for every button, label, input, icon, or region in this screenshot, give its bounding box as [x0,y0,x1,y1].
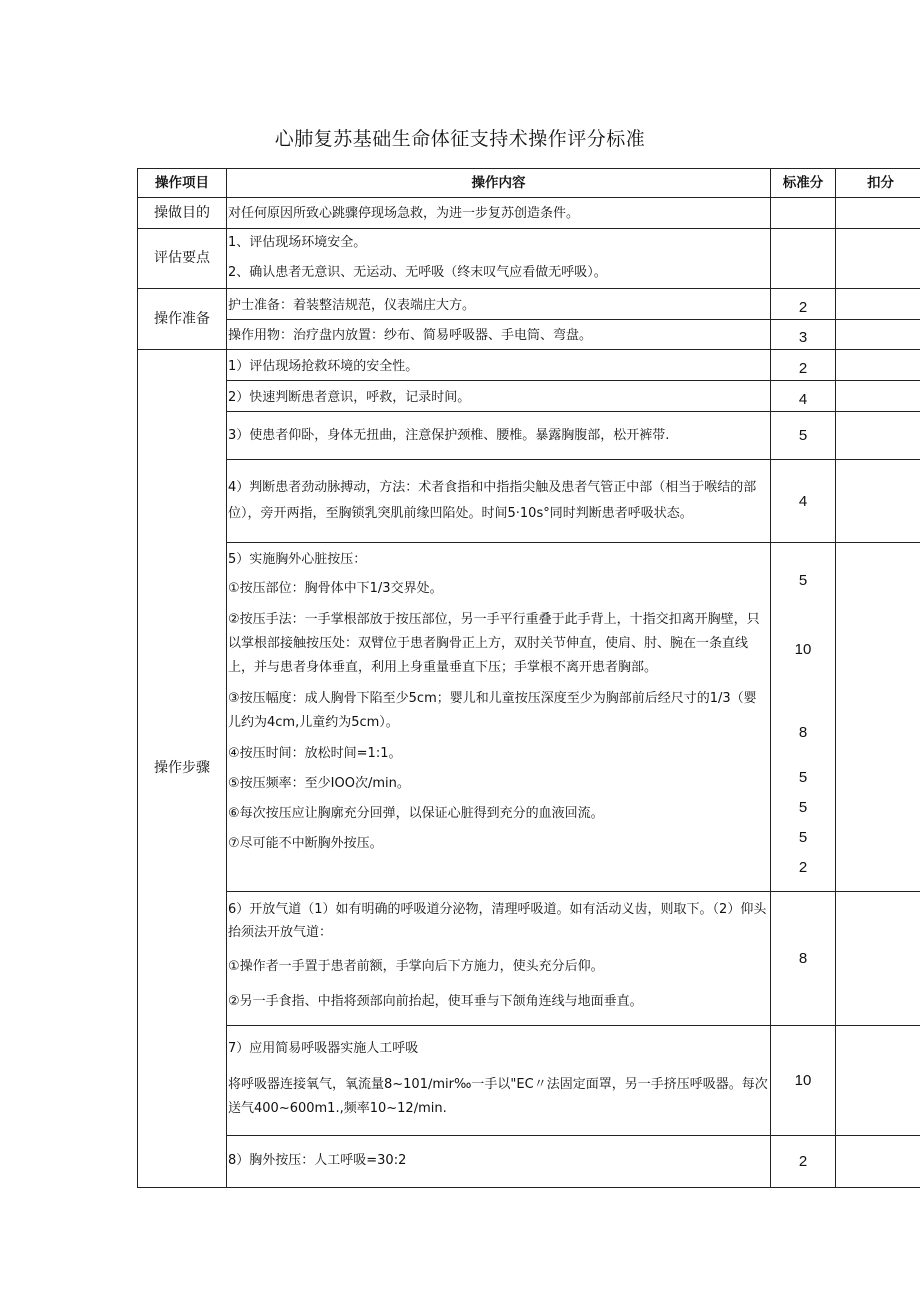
table-row [138,460,920,543]
row-score [771,543,836,892]
row-score: 8 [771,892,836,1026]
step-score: 2 [798,859,808,876]
row-content: 对任何原因所致心跳骤停现场急救，为进一步复苏创造条件。 [227,198,771,229]
header-deduction: 扣分 [836,169,920,198]
row-content: 护士准备：着装整洁规范，仪表端庄大方。 [227,289,771,320]
row-content: 3）使患者仰卧，身体无扭曲，注意保护颈椎、腰椎。暴露胸腹部，松开裤带. [227,412,771,460]
row-deduction [836,460,920,543]
step-item: ②另一手食指、中指将颈部向前抬起，使耳垂与下颌角连线与地面垂直。 [228,994,643,1009]
step-item: ⑦尽可能不中断胸外按压。 [228,836,383,851]
row-content [227,1026,771,1136]
step-item: ④按压时间：放松时间=1:1。 [228,746,402,761]
header-row [138,169,920,198]
table-row [138,412,920,460]
row-score: 2 [771,350,836,381]
table-row [138,229,920,289]
header-standard-score: 标准分 [771,169,836,198]
row-deduction [836,381,920,412]
step-score: 5 [798,829,808,846]
row-deduction [836,543,920,892]
step-item: ⑤按压频率：至少IOO次/min。 [228,776,410,791]
row-score: 4 [771,460,836,543]
step-item: 7）应用简易呼吸器实施人工呼吸 [228,1041,419,1056]
step-item: ②按压手法：一手掌根部放于按压部位，另一手平行重叠于此手背上，十指交扣离开胸壁，只以掌根部接触按压处：双臂位于患者胸骨正上方，双肘关节伸直，使肩、肘、腕在一条直线上，并与患者身体垂直，利用上身重量垂直下压；手掌根不离开患者胸部。 [228,612,760,675]
step-item: 将呼吸器连接氧气，氧流量8~101∕mir‰一手以"EC〃法固定面罩，另一手挤压呼吸器。每次送气400~600m1.,频率10~12∕min. [228,1077,768,1116]
content-line: 1、评估现场环境安全。 [228,235,367,250]
row-deduction [836,892,920,1026]
row-score: 3 [771,320,836,350]
row-score [771,198,836,229]
row-deduction [836,350,920,381]
header-item: 操作项目 [138,169,227,198]
row-score: 5 [771,412,836,460]
row-content [227,892,771,1026]
table-row [138,350,920,381]
table-row [138,381,920,412]
row-category: 操作准备 [138,289,227,350]
row-deduction [836,320,920,350]
row-content: 2）快速判断患者意识，呼救，记录时间。 [227,381,771,412]
row-category: 操做目的 [138,198,227,229]
row-category: 操作步骤 [138,350,227,1188]
step-item: ①操作者一手置于患者前额，手掌向后下方施力，使头充分后仰。 [228,959,604,974]
table-row [138,892,920,1026]
row-score: 2 [771,289,836,320]
row-score: 10 [771,1026,836,1136]
row-deduction [836,1136,920,1188]
step-score: 10 [794,641,812,658]
table-row [138,198,920,229]
row-deduction [836,412,920,460]
row-deduction [836,229,920,289]
step-score: 5 [798,769,808,786]
table-row [138,543,920,892]
step-score: 5 [798,572,808,589]
content-line: 2、确认患者无意识、无运动、无呼吸（终末叹气应看做无呼吸）。 [228,265,607,280]
step-item: 6）开放气道（1）如有明确的呼吸道分泌物，清理呼吸道。如有活动义齿，则取下。（2）仰头抬须法开放气道： [228,902,767,940]
step-score: 5 [798,799,808,816]
row-content: 8）胸外按压：人工呼吸=30:2 [227,1136,771,1188]
table-row [138,289,920,320]
table-row [138,1026,920,1136]
page-title: 心肺复苏基础生命体征支持术操作评分标准 [274,128,646,150]
row-content: 4）判断患者劲动脉搏动，方法：术者食指和中指指尖触及患者气管正中部（相当于喉结的部位），旁开两指，至胸锁乳突肌前缘凹陷处。时间5·10s°同时判断患者呼吸状态。 [227,460,771,543]
step-item: ③按压幅度：成人胸骨下陷至少5cm；婴儿和儿童按压深度至少为胸部前后经尺寸的1/3（婴儿约为4cm,儿童约为5cm）。 [228,691,757,730]
step-item: ⑥每次按压应让胸廓充分回弹，以保证心脏得到充分的血液回流。 [228,806,604,821]
row-deduction [836,198,920,229]
header-content: 操作内容 [227,169,771,198]
row-category: 评估要点 [138,229,227,289]
step-heading: 5）实施胸外心脏按压： [228,552,367,567]
step-score: 8 [798,724,808,741]
row-deduction [836,1026,920,1136]
row-score: 2 [771,1136,836,1188]
scoring-table [137,168,920,1188]
table-row [138,320,920,350]
row-deduction [836,289,920,320]
row-score [771,229,836,289]
row-score: 4 [771,381,836,412]
row-content: 操作用物：治疗盘内放置：纱布、简易呼吸器、手电筒、弯盘。 [227,320,771,350]
row-content [227,543,771,892]
row-content: 1）评估现场抢救环境的安全性。 [227,350,771,381]
step-item: ①按压部位：胸骨体中下1/3交界处。 [228,581,443,596]
table-row [138,1136,920,1188]
row-content [227,229,771,289]
